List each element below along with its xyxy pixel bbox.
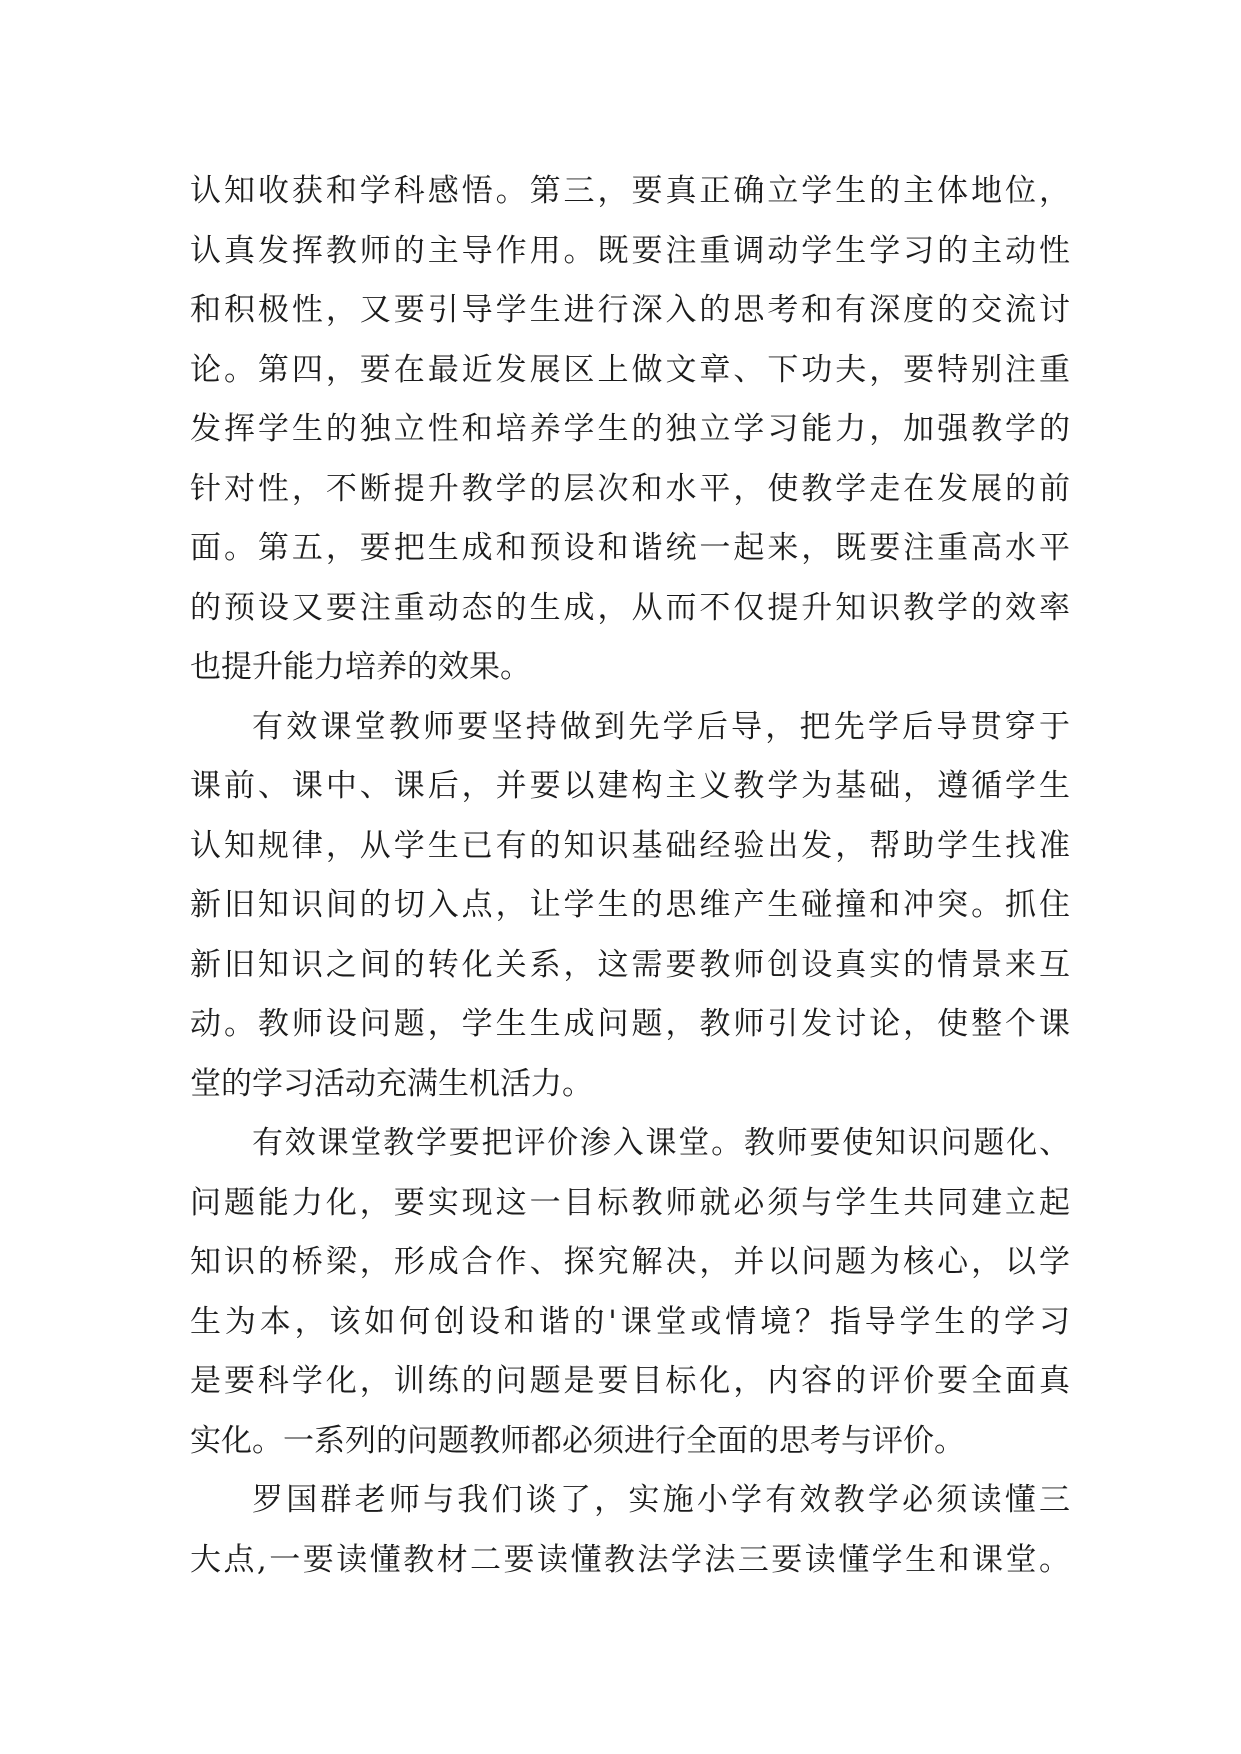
text-line: 发挥学生的独立性和培养学生的独立学习能力，加强教学的 [190,411,1070,447]
text-line: 生为本，该如何创设和谐的'课堂或情境？指导学生的学习 [190,1303,1070,1340]
text-line: 面。第五，要把生成和预设和谐统一起来，既要注重高水平 [190,530,1070,566]
text-line: 的预设又要注重动态的生成，从而不仅提升知识教学的效率 [190,589,1070,626]
text-line: 堂的学习活动充满生机活力。 [190,1065,593,1102]
text-line: 新旧知识之间的转化关系，这需要教师创设真实的情景来互 [190,946,1070,983]
text-line: 论。第四，要在最近发展区上做文章、下功夫，要特别注重 [190,351,1070,388]
text-line: 针对性，不断提升教学的层次和水平，使教学走在发展的前 [190,470,1070,507]
body-text [190,162,1070,1590]
text-line: 大点,一要读懂教材二要读懂教法学法三要读懂学生和课堂。 [190,1541,1070,1578]
text-line: 有效课堂教师要坚持做到先学后导，把先学后导贯穿于 [252,708,1070,745]
text-line: 问题能力化，要实现这一目标教师就必须与学生共同建立起 [190,1184,1070,1221]
text-line: 罗国群老师与我们谈了，实施小学有效教学必须读懂三 [252,1482,1070,1518]
text-line: 动。教师设问题，学生生成问题，教师引发讨论，使整个课 [190,1006,1070,1042]
text-line: 新旧知识间的切入点，让学生的思维产生碰撞和冲突。抓住 [190,887,1070,923]
text-line: 认知规律，从学生已有的知识基础经验出发，帮助学生找准 [190,827,1070,864]
text-line: 有效课堂教学要把评价渗入课堂。教师要使知识问题化、 [252,1125,1070,1161]
text-line: 是要科学化，训练的问题是要目标化，内容的评价要全面真 [190,1363,1070,1399]
text-line: 也提升能力培养的效果。 [190,649,531,685]
text-line: 认真发挥教师的主导作用。既要注重调动学生学习的主动性 [190,232,1070,269]
text-line: 实化。一系列的问题教师都必须进行全面的思考与评价。 [190,1422,965,1459]
text-line: 认知收获和学科感悟。第三，要真正确立学生的主体地位， [190,173,1070,209]
text-line: 和积极性，又要引导学生进行深入的思考和有深度的交流讨 [190,292,1070,328]
text-line: 知识的桥梁，形成合作、探究解决，并以问题为核心，以学 [190,1244,1070,1280]
text-line: 课前、课中、课后，并要以建构主义教学为基础，遵循学生 [190,768,1070,804]
